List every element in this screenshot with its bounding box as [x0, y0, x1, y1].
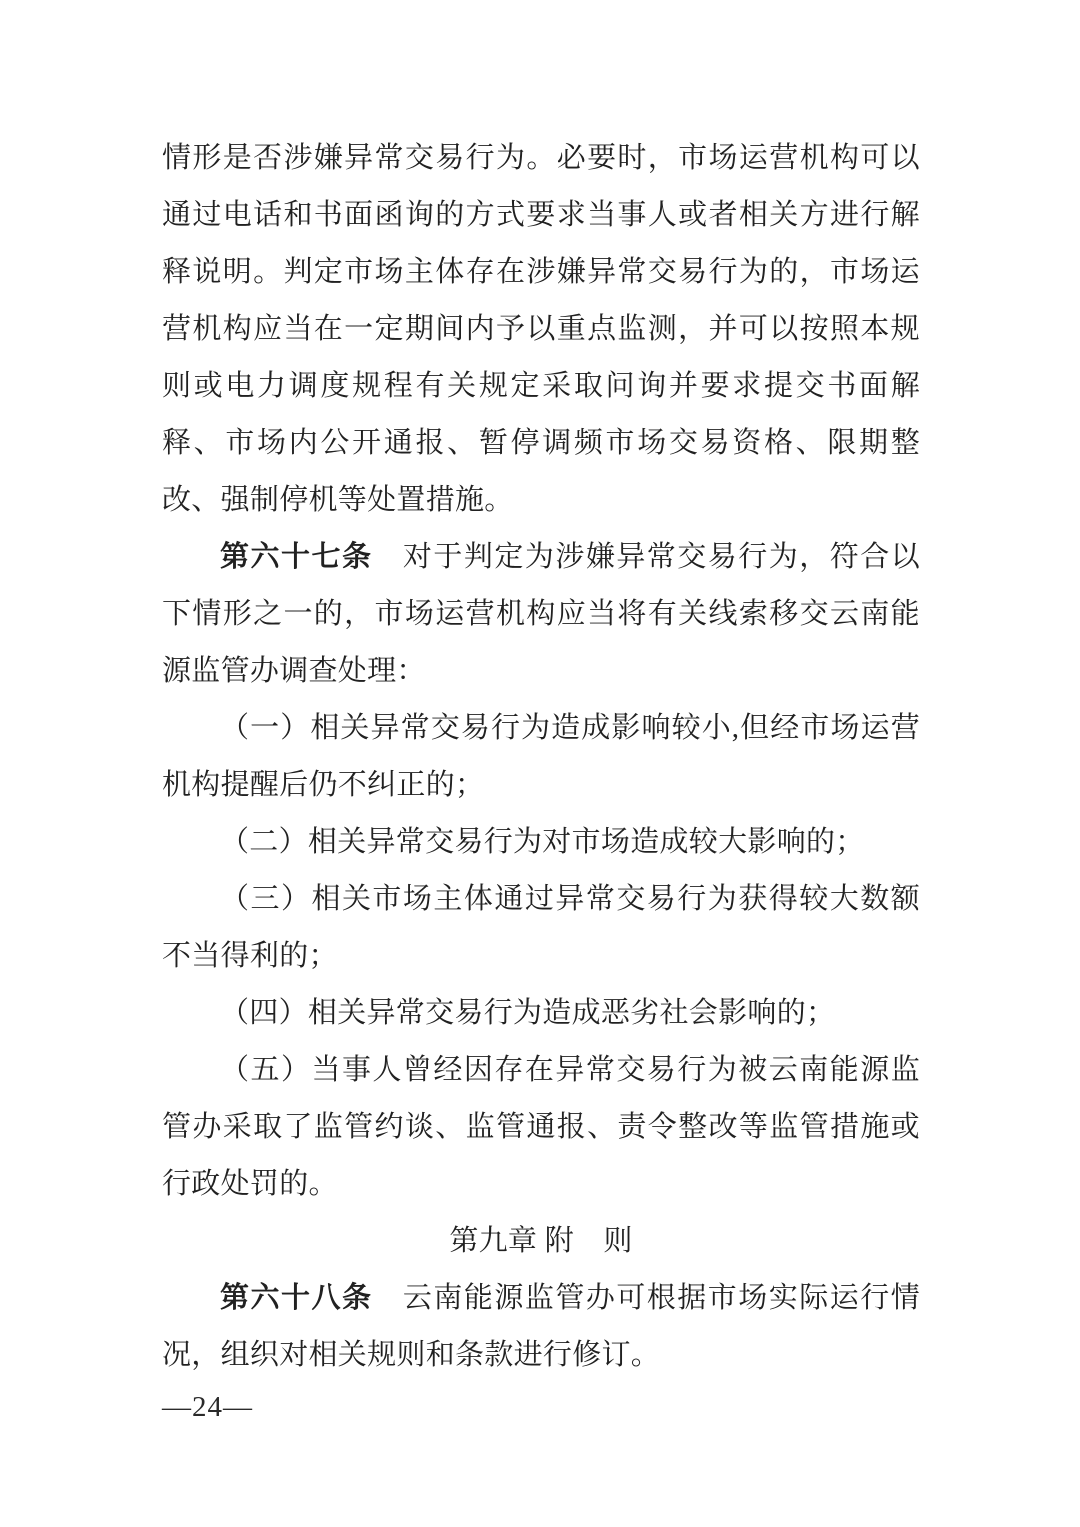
list-item-3: （三）相关市场主体通过异常交易行为获得较大数额不当得利的；: [162, 883, 920, 972]
article-68-number: 第六十八条: [220, 1282, 373, 1314]
list-item-2: （二）相关异常交易行为对市场造成较大影响的；: [220, 826, 865, 858]
list-item-1: （一）相关异常交易行为造成影响较小,但经市场运营机构提醒后仍不纠正的；: [162, 712, 920, 801]
article-67-text: 对于判定为涉嫌异常交易行为，符合以下情形之一的，市场运营机构应当将有关线索移交云南能源监管办调查处理：: [162, 541, 920, 687]
paragraph-continuation: 情形是否涉嫌异常交易行为。必要时，市场运营机构可以通过电话和书面函询的方式要求当事人或者相关方进行解释说明。判定市场主体存在涉嫌异常交易行为的，市场运营机构应当在一定期间内予以重点监测，并可以按照本规则或电力调度规程有关规定采取问询并要求提交书面解释、市场内公开通报、暂停调频市场交易资格、限期整改、强制停机等处置措施。: [162, 142, 920, 516]
chapter-9-heading: 第九章 附 则: [449, 1225, 633, 1257]
paragraph-article-67: [162, 529, 920, 700]
page-number: —24—: [162, 1391, 253, 1423]
document-body: [162, 130, 920, 1384]
article-68-text: 云南能源监管办可根据市场实际运行情况，组织对相关规则和条款进行修订。: [162, 1282, 920, 1371]
paragraph-article-68: [162, 1270, 920, 1384]
list-item-5: （五）当事人曾经因存在异常交易行为被云南能源监管办采取了监管约谈、监管通报、责令整改等监管措施或行政处罚的。: [162, 1054, 920, 1200]
article-67-number: 第六十七条: [220, 541, 373, 573]
list-item-4: （四）相关异常交易行为造成恶劣社会影响的；: [220, 997, 836, 1029]
